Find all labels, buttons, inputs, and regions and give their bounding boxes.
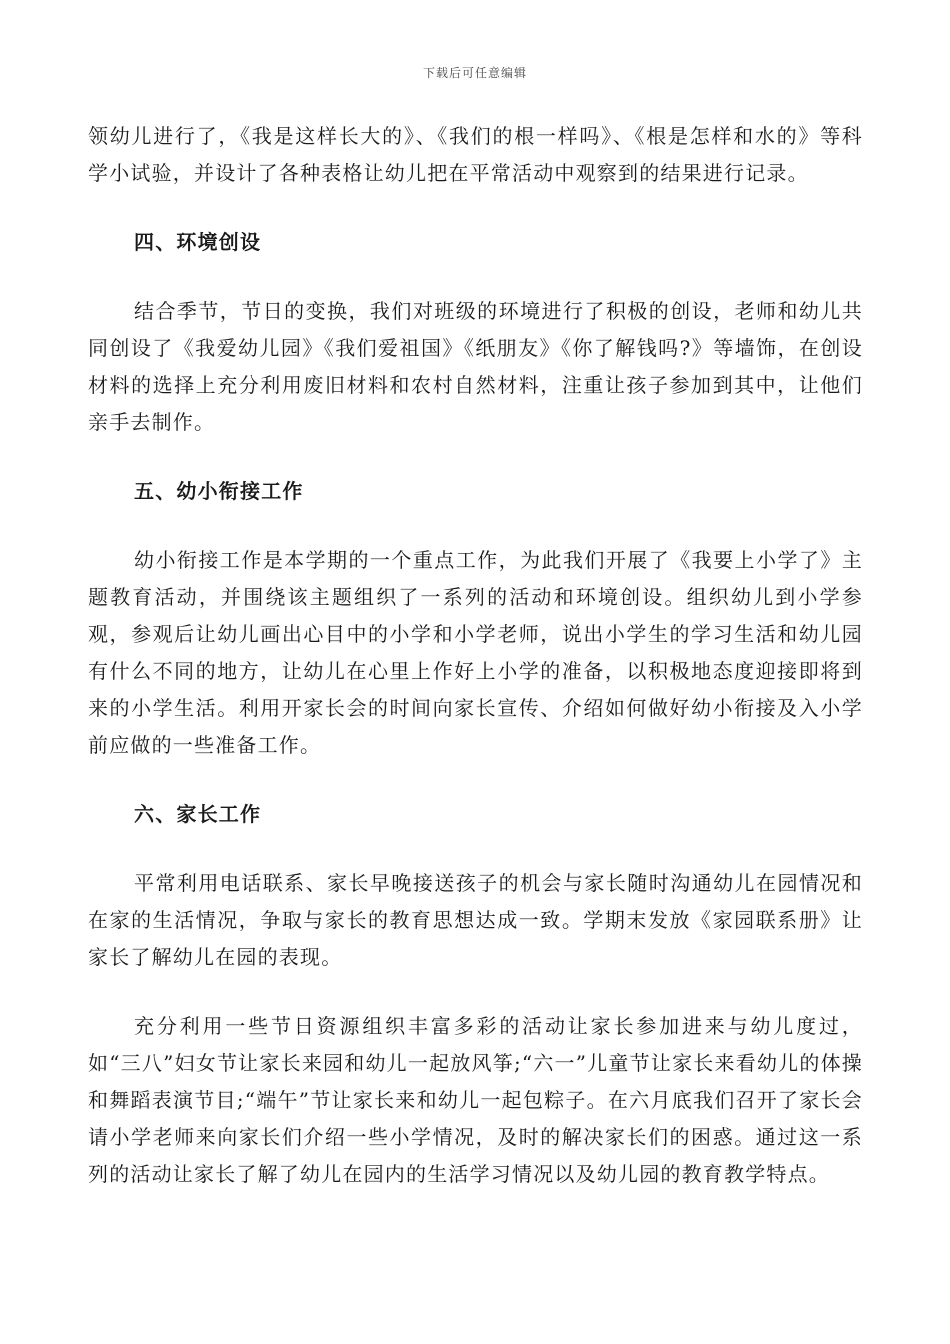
paragraph-parents-communication: 平常利用电话联系、家长早晚接送孩子的机会与家长随时沟通幼儿在园情况和在家的生活情况，争取与家长的教育思想达成一致。学期末发放《家园联系册》让家长了解幼儿在园的表现。: [88, 871, 863, 969]
document-body: [88, 118, 863, 1193]
paragraph-transition: 幼小衔接工作是本学期的一个重点工作，为此我们开展了《我要上小学了》主题教育活动，并围绕该主题组织了一系列的活动和环境创设。组织幼儿到小学参观，参观后让幼儿画出心目中的小学和小学老师，说出小学生的学习生活和幼儿园有什么不同的地方，让幼儿在心里上作好上小学的准备，以积极地态度迎接即将到来的小学生活。利用开家长会的时间向家长宣传、介绍如何做好幼小衔接及入小学前应做的一些准备工作。: [88, 548, 863, 757]
section-heading-environment: 四、环境创设: [134, 230, 262, 254]
paragraph-environment: 结合季节，节日的变换，我们对班级的环境进行了积极的创设，老师和幼儿共同创设了《我爱幼儿园》《我们爱祖国》《纸朋友》《你了解钱吗?》等墙饰，在创设材料的选择上充分利用废旧材料和农村自然材料，注重让孩子参加到其中，让他们亲手去制作。: [88, 299, 863, 434]
page-header: 下载后可任意编辑: [422, 66, 527, 80]
paragraph-continued: 领幼儿进行了，《我是这样长大的》、《我们的根一样吗》、《根是怎样和水的》等科学小试验，并设计了各种表格让幼儿把在平常活动中观察到的结果进行记录。: [88, 124, 863, 185]
section-heading-transition: 五、幼小衔接工作: [134, 479, 304, 503]
paragraph-parents-activities: 充分利用一些节日资源组织丰富多彩的活动让家长参加进来与幼儿度过，如“三八”妇女节让家长来园和幼儿一起放风筝;“六一”儿童节让家长来看幼儿的体操和舞蹈表演节目;“端午”节让家长来和幼儿一起包粽子。在六月底我们召开了家长会请小学老师来向家长们介绍一些小学情况，及时的解决家长们的困惑。通过这一系列的活动让家长了解了幼儿在园内的生活学习情况以及幼儿园的教育教学特点。: [88, 1014, 863, 1186]
section-heading-parents: 六、家长工作: [134, 802, 262, 826]
